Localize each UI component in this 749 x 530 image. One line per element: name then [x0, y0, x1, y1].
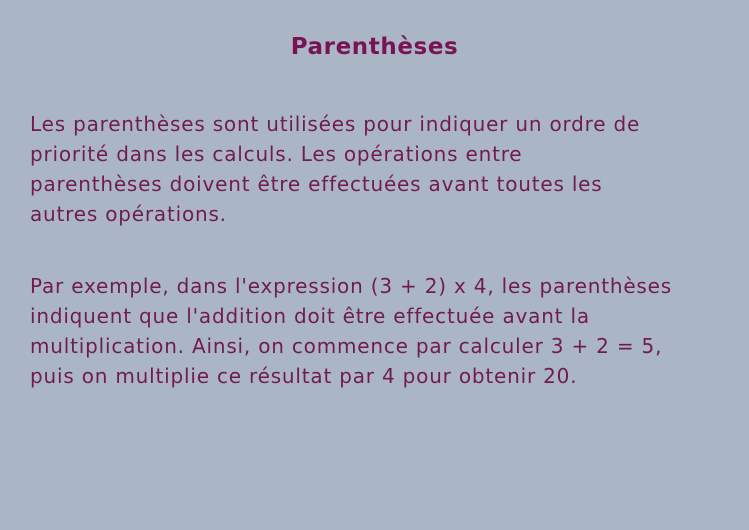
- text-line: indiquent que l'addition doit être effectuée avant la: [30, 304, 590, 328]
- text-line: autres opérations.: [30, 202, 227, 226]
- text-line: priorité dans les calculs. Les opérations entre: [30, 142, 523, 166]
- text-line: Par exemple, dans l'expression (3 + 2) x 4, les parenthèses: [30, 274, 672, 298]
- page-title: Parenthèses: [290, 34, 459, 60]
- text-line: parenthèses doivent être effectuées avant toutes les: [30, 172, 603, 196]
- text-line: multiplication. Ainsi, on commence par calculer 3 + 2 = 5,: [30, 334, 663, 358]
- paragraph-example: [30, 271, 730, 391]
- text-line: Les parenthèses sont utilisées pour indiquer un ordre de: [30, 112, 641, 136]
- text-line: puis on multiplie ce résultat par 4 pour obtenir 20.: [30, 364, 578, 388]
- paragraph-intro: [30, 109, 730, 229]
